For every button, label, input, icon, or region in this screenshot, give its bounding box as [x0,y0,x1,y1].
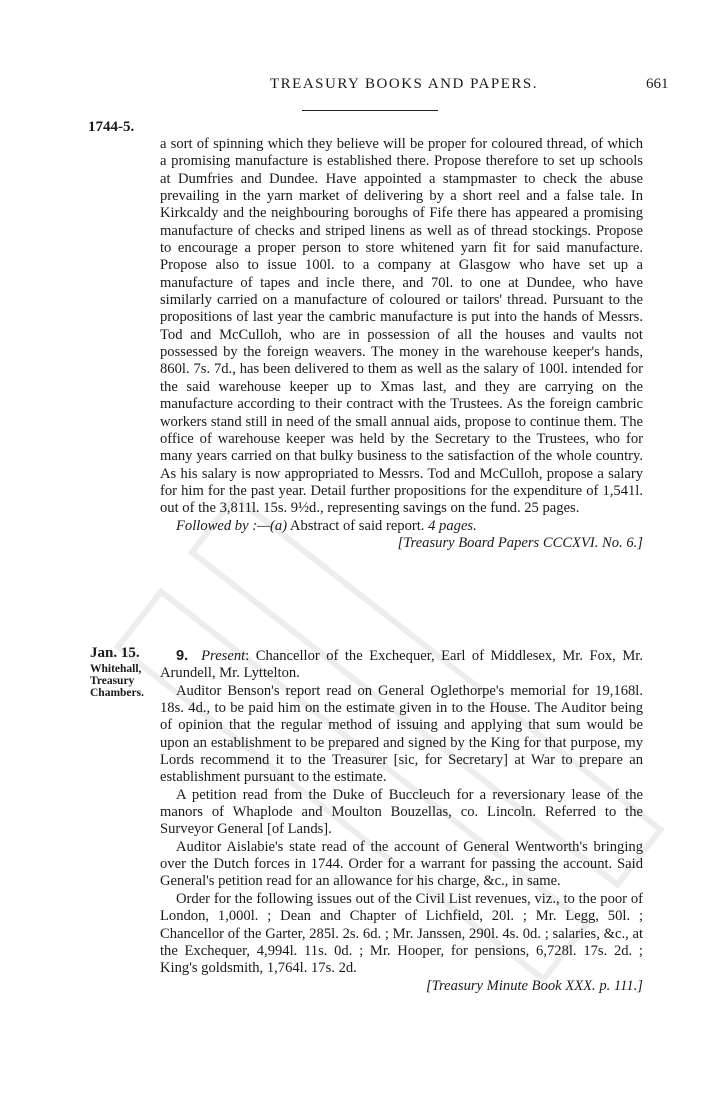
followed-by-text: Abstract of said report. [287,517,429,534]
margin-date: Jan. 15. [90,645,140,661]
margin-place-line: Treasury [90,675,135,688]
present-text: : Chancellor of the Exchequer, Earl of Middlesex, Mr. Fox, Mr. Arundell, Mr. Lyttelton. [160,648,643,682]
body-paragraph: Auditor Aislabie's state read of the account of General Wentworth's bringing over the Dutch forces in 1744. Order for a warrant for passing the account. Said General's petition read for an allowance for his charge, &c., in same. [160,838,643,890]
body-paragraph: a sort of spinning which they believe will be proper for coloured thread, of which a promising manufacture is established there. Propose therefore to set up schools at Dumfries and Dundee. Have appointed a stampmaster to check the abuse prevailing in the yarn market of delivering by a short reel and a false tale. In Kirkcaldy and the neighbouring boroughs of Fife there has appeared a promising manufacture of checks and striped linens as well as of thread stockings. Propose to encourage a proper person to store whitened yarn fit for said manufacture. Propose also to issue 100l. to a company at Glasgow who have set up a manufacture of tapes and incle there, and 70l. to one at Dundee, who have similarly carried on a manufacture of coloured or tailors' thread. Pursuant to the propositions of last year the cambric manufacture is put into the hands of Messrs. Tod and McCulloh, who are in possession of all the houses and vaults not possessed by the foreign weavers. The money in the warehouse keeper's hands, 860l. 7s. 7d., has been delivered to them as well as the salary of 100l. intended for the said warehouse keeper up to Xmas last, and they are carrying on the manufacture according to their contract with the Trustees. As the foreign cambric workers stand still in need of the small annual aids, propose to continue them. The office of warehouse keeper was held by the Secretary to the Trustees, who for many years carried on that bulky business to the satisfaction of the whole country. As his salary is now appropriated to Messrs. Tod and McCulloh, propose a salary for him for the past year. Detail further propositions for the expenditure of 1,541l. out of the 3,811l. 15s. 9½d., representing savings on the fund. 25 pages. [160,136,643,517]
margin-place-line: Chambers. [90,687,144,700]
entry-number: 9. [176,648,189,664]
body-paragraph: A petition read from the Duke of Buccleuch for a reversionary lease of the manors of Whaplode and Moulton Bouzellas, co. Lincoln. Referred to the Surveyor General [of Lands]. [160,786,643,838]
section-continued [160,136,643,552]
present-label: Present [201,648,246,664]
margin-place-line: Whitehall, [90,663,142,675]
running-head: TREASURY BOOKS AND PAPERS. [270,76,538,92]
source-reference: [Treasury Minute Book XXX. p. 111.] [426,977,643,994]
followed-by-line [160,518,643,535]
header-rule [302,110,438,111]
source-reference: [Treasury Board Papers CCCXVI. No. 6.] [397,534,643,551]
body-paragraph: Auditor Benson's report read on General Oglethorpe's memorial for 19,168l. 18s. 4d., to be paid him on the estimate given in to the House. The Auditor being of opinion that the regular method of issuing and applying that sum would be upon an establishment to be prepared and signed by the King for that purpose, my Lords recommend it to the Treasurer [sic, for Secretary] at War to prepare an establishment pursuant to the estimate. [160,682,643,786]
margin-place [90,663,156,699]
followed-by-label: Followed by :—(a) [176,517,288,534]
body-paragraph: Order for the following issues out of the Civil List revenues, viz., to the poor of London, 1,000l. ; Dean and Chapter of Lichfield, 20l. ; Mr. Legg, 50l. ; Chancellor of the Garter, 285l. 2s. 6d. ; Mr. Janssen, 290l. 4s. 0d. ; salaries, &c., at the Exchequer, 4,994l. 11s. 0d. ; Mr. Hooper, for pensions, 6,728l. 17s. 2d. ; King's goldsmith, 1,764l. 17s. 2d. [160,890,643,977]
margin-year: 1744-5. [88,119,135,135]
followed-by-pages: 4 pages. [428,517,477,534]
entry-section [160,648,643,995]
present-line [160,648,643,683]
page-number: 661 [646,76,669,92]
